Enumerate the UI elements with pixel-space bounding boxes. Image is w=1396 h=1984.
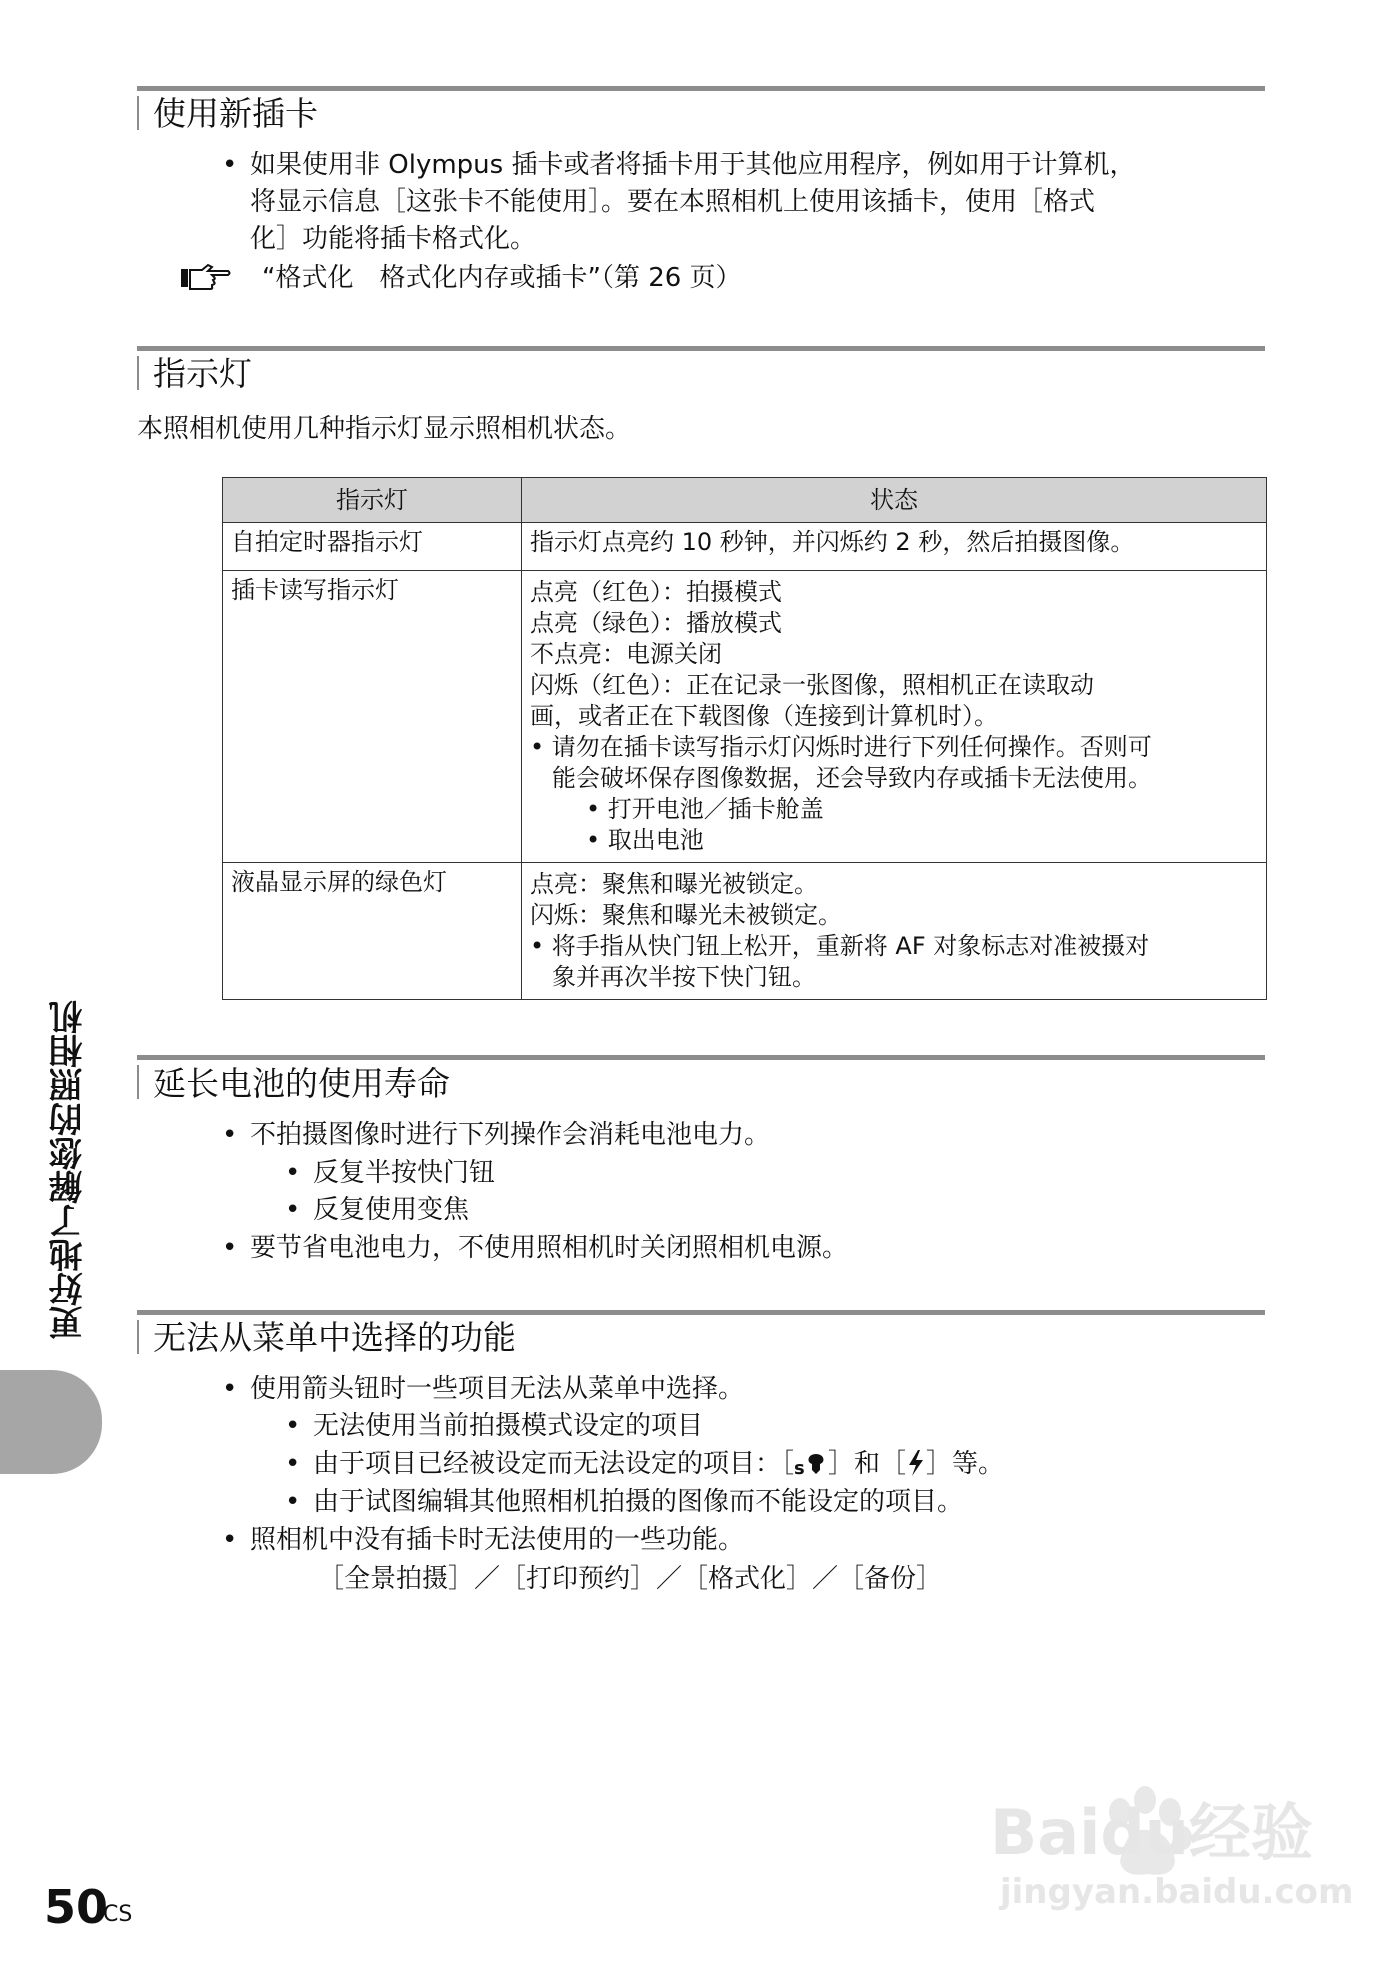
new-card-line-1: 如果使用非 Olympus 插卡或者将插卡用于其他应用程序，例如用于计算机，: [250, 150, 1136, 180]
section-title-menu: 无法从菜单中选择的功能: [153, 1318, 516, 1357]
section-bar: [137, 356, 139, 390]
reference-link[interactable]: “格式化 格式化内存或插卡”（第 26 页）: [262, 263, 742, 293]
bullet: •: [222, 1374, 238, 1404]
bullet: •: [285, 1449, 301, 1479]
status-line: 指示灯点亮约 10 秒钟，并闪烁约 2 秒，然后拍摄图像。: [530, 528, 1135, 556]
table-cell-name: 自拍定时器指示灯: [223, 523, 522, 571]
status-line: 闪烁（红色）：正在记录一张图像，照相机正在读取动: [530, 671, 1094, 699]
bullet: •: [222, 1233, 238, 1263]
bullet: •: [222, 150, 238, 180]
menu-sub-2: [313, 1447, 1004, 1481]
status-line: 不点亮：电源关闭: [530, 640, 722, 668]
status-line: 画，或者正在下载图像（连接到计算机时）。: [530, 702, 998, 730]
table-cell-name: 插卡读写指示灯: [223, 571, 522, 863]
menu-sub-2-prefix: 由于项目已经被设定而无法设定的项目：［: [313, 1449, 795, 1479]
page-number: 50: [44, 1880, 109, 1934]
status-line: • 打开电池／插卡舱盖: [586, 795, 824, 823]
bullet: •: [285, 1411, 301, 1441]
menu-functions-list: ［全景拍摄］／［打印预约］／［格式化］／［备份］: [318, 1564, 943, 1594]
new-card-line-3: 化］功能将插卡格式化。: [250, 224, 537, 254]
section-title-new-card: 使用新插卡: [153, 94, 318, 133]
indicator-table: [222, 477, 1267, 1000]
status-line: • 取出电池: [586, 826, 704, 854]
battery-sub-2: 反复使用变焦: [313, 1195, 470, 1225]
section-bar: [137, 1320, 139, 1354]
status-line: 象并再次半按下快门钮。: [552, 963, 816, 991]
status-line: 能会破坏保存图像数据，还会导致内存或插卡无法使用。: [552, 764, 1152, 792]
bullet: •: [285, 1195, 301, 1225]
table-row: [223, 523, 1267, 571]
sidebar-label: 更好地了解您的照相机: [49, 1000, 89, 1340]
indicator-intro: 本照相机使用几种指示灯显示照相机状态。: [137, 414, 632, 444]
table-header-indicator: 指示灯: [223, 478, 522, 523]
watermark-url: jingyan.baidu.com: [1000, 1872, 1354, 1912]
status-line: 点亮（绿色）：播放模式: [530, 609, 782, 637]
menu-sub-1: 无法使用当前拍摄模式设定的项目: [313, 1411, 704, 1441]
battery-sub-1: 反复半按快门钮: [313, 1158, 496, 1188]
svg-text:s: s: [794, 1458, 805, 1476]
section-rule: [137, 1055, 1265, 1060]
menu-sub-2-suffix: ］等。: [926, 1449, 1005, 1479]
table-cell-status: [522, 523, 1267, 571]
menu-item-1: 使用箭头钮时一些项目无法从菜单中选择。: [250, 1374, 745, 1404]
pointing-hand-icon: [180, 262, 232, 292]
bullet: •: [222, 1525, 238, 1555]
page-language: CS: [103, 1902, 133, 1927]
status-line: 点亮：聚焦和曝光被锁定。: [530, 870, 818, 898]
table-header-row: [223, 478, 1267, 523]
menu-item-2: 照相机中没有插卡时无法使用的一些功能。: [250, 1525, 745, 1555]
table-cell-name: 液晶显示屏的绿色灯: [223, 863, 522, 1000]
bullet: •: [285, 1158, 301, 1188]
bullet: •: [222, 1120, 238, 1150]
watermark-brand: Baidu经验: [990, 1796, 1313, 1869]
bullet: •: [285, 1487, 301, 1517]
status-line: 点亮（红色）：拍摄模式: [530, 578, 782, 606]
menu-sub-2-middle: ］和［: [828, 1449, 907, 1479]
battery-item-2: 要节省电池电力，不使用照相机时关闭照相机电源。: [250, 1233, 849, 1263]
status-line: • 请勿在插卡读写指示灯闪烁时进行下列任何操作。否则可: [530, 733, 1152, 761]
status-line: 闪烁：聚焦和曝光未被锁定。: [530, 901, 842, 929]
new-card-line-2: 将显示信息［这张卡不能使用］。要在本照相机上使用该插卡，使用［格式: [250, 187, 1096, 217]
table-cell-status: [522, 863, 1267, 1000]
table-header-status: 状态: [522, 478, 1267, 523]
table-cell-status: [522, 571, 1267, 863]
flash-icon: [906, 1449, 926, 1477]
table-row: [223, 571, 1267, 863]
section-rule: [137, 86, 1265, 91]
status-line: • 将手指从快门钮上松开，重新将 AF 对象标志对准被摄对: [530, 932, 1150, 960]
section-bar: [137, 1065, 139, 1099]
sidebar-tab: [0, 1370, 102, 1474]
menu-sub-3: 由于试图编辑其他照相机拍摄的图像而不能设定的项目。: [313, 1487, 964, 1517]
section-bar: [137, 96, 139, 130]
table-row: [223, 863, 1267, 1000]
battery-item-1: 不拍摄图像时进行下列操作会消耗电池电力。: [250, 1120, 771, 1150]
super-macro-icon: [794, 1450, 828, 1476]
section-rule: [137, 346, 1265, 351]
section-title-indicator: 指示灯: [153, 354, 252, 393]
section-title-battery: 延长电池的使用寿命: [153, 1064, 450, 1103]
section-rule: [137, 1310, 1265, 1315]
